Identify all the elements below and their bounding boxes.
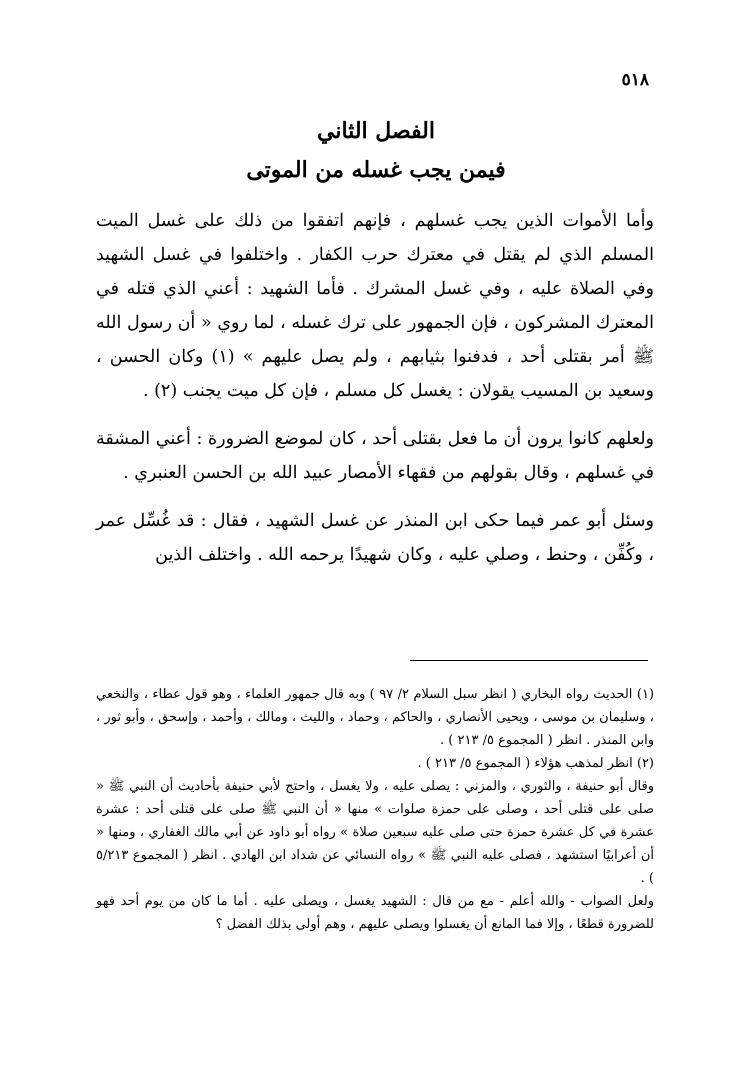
paragraph-3: وسئل أبو عمر فيما حكى ابن المنذر عن غسل الشهيد ، فقال : قد غُسِّل عمر ، وكُفِّن ، وحنط ، وصلي عليه ، وكان شهيدًا يرحمه الله . واختلف الذين — [96, 511, 654, 565]
main-text — [96, 204, 654, 586]
page-number: ٥١٨ — [621, 70, 649, 90]
footnote-2-continuation-1: وقال أبو حنيفة ، والثوري ، والمزني : يصلى عليه ، ولا يغسل ، واحتج لأبي حنيفة بأحاديث أن النبي ﷺ « صلى على قتلى أحد ، وصلى على حمزة صلوات » منها « أن النبي ﷺ صلى على قتلى أحد : عشرة عشرة في كل عشرة حمزة حتى صلى عليه سبعين صلاة » رواه أبو داود عن أبي مالك الغفاري ، ومنها « أن أعرابيًا استشهد ، فصلى عليه النبي ﷺ » رواه النسائي عن شداد ابن الهادي . انظر ( المجموع ٥/٢١٣ ) . — [96, 779, 654, 886]
chapter-subtitle: فيمن يجب غسله من الموتى — [246, 157, 506, 183]
footnote-separator — [410, 660, 648, 661]
paragraph-1: وأما الأموات الذين يجب غسلهم ، فإنهم اتفقوا من ذلك على غسل الميت المسلم الذي لم يقتل في معترك حرب الكفار . واختلفوا في غسل الشهيد وفي الصلاة عليه ، وفي غسل المشرك . فأما الشهيد : أعني الذي قتله في المعترك المشركون ، فإن الجمهور على ترك غسله ، لما روي « أن رسول الله ﷺ أمر بقتلى أحد ، فدفنوا بثيابهم ، ولم يصل عليهم » (١) وكان الحسن ، وسعيد بن المسيب يقولان : يغسل كل مسلم ، فإن كل ميت يجنب (٢) . — [96, 211, 654, 401]
paragraph-2: ولعلهم كانوا يرون أن ما فعل بقتلى أحد ، كان لموضع الضرورة : أعني المشقة في غسلهم ، وقال بقولهم من فقهاء الأمصار عبيد الله بن الحسن العنبري . — [96, 429, 654, 483]
footnote-1: (١) الحديث رواه البخاري ( انظر سبل السلام ٢/ ٩٧ ) وبه قال جمهور العلماء ، وهو قول عطاء ، والنخعي ، وسليمان بن موسى ، ويحيى الأنصاري ، والحاكم ، وحماد ، والليث ، ومالك ، وأحمد ، وإسحق ، وأبو ثور ، وابن المنذر . انظر ( المجموع ٥/ ٢١٣ ) . — [96, 687, 655, 748]
footnote-2: (٢) انظر لمذهب هؤلاء ( المجموع ٥/ ٢١٣ ) . — [417, 756, 654, 771]
footnote-2-continuation-2: ولعل الصواب - والله أعلم - مع من قال : الشهيد يغسل ، ويصلى عليه . أما ما كان من يوم أحد فهو للضرورة قطعًا ، وإلا فما المانع أن يغسلوا ويصلى عليهم ، وهم أولى بذلك الفضل ؟ — [96, 894, 654, 932]
footnotes — [96, 683, 654, 936]
chapter-title: الفصل الثاني — [317, 118, 435, 144]
